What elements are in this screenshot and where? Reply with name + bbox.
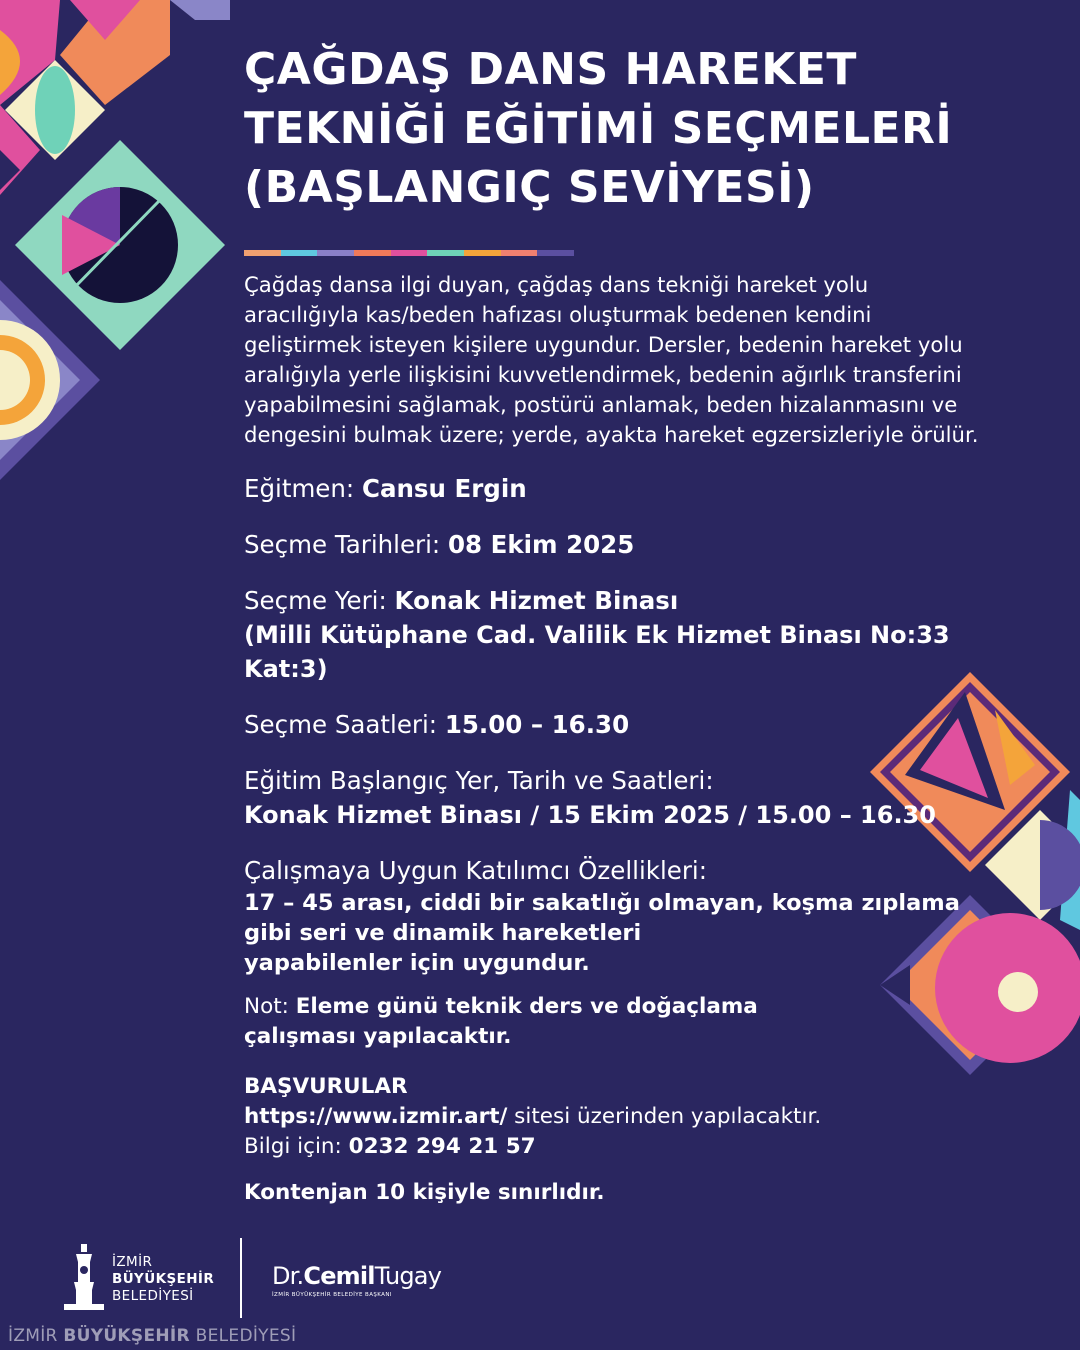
trainer-field: [244, 472, 984, 506]
cemil-tugay-logo: [272, 1262, 441, 1298]
eligibility-line: 17 – 45 arası, ciddi bir sakatlığı olmayan, koşma zıplama: [244, 890, 960, 916]
dates-field: [244, 528, 984, 562]
place-label: Seçme Yeri:: [244, 586, 395, 615]
trainer-label: Eğitmen:: [244, 474, 362, 503]
name-part: Cemil: [303, 1262, 375, 1290]
hours-label: Seçme Saatleri:: [244, 710, 445, 739]
izmir-logo-text: [112, 1254, 214, 1305]
title-line: TEKNİĞİ EĞİTİMİ SEÇMELERİ: [244, 103, 953, 154]
title-line: ÇAĞDAŞ DANS HAREKET: [244, 44, 857, 95]
title-line: (BAŞLANGIÇ SEVİYESİ): [244, 162, 815, 213]
applications-url-suffix: sitesi üzerinden yapılacaktır.: [507, 1104, 822, 1129]
cemil-tugay-name: [272, 1262, 441, 1290]
note-line: çalışması yapılacaktır.: [244, 1024, 512, 1049]
hours-value: 15.00 – 16.30: [444, 710, 630, 739]
watermark-part: BÜYÜKŞEHİR: [63, 1326, 190, 1346]
applications-section: [244, 1072, 984, 1162]
start-value: Konak Hizmet Binası / 15 Ekim 2025 / 15.00 – 16.30: [244, 801, 936, 829]
trainer-value: Cansu Ergin: [361, 474, 527, 503]
izmir-logo-line: İZMİR: [112, 1254, 153, 1270]
eligibility-label: Çalışmaya Uygun Katılımcı Özellikleri:: [244, 856, 707, 885]
stripe-segment: [244, 250, 281, 256]
info-label: Bilgi için:: [244, 1134, 349, 1159]
stripe-segment: [427, 250, 464, 256]
izmir-logo-line: BELEDİYESİ: [112, 1288, 194, 1304]
note-field: [244, 992, 984, 1052]
place-field: [244, 584, 984, 686]
place-value: Konak Hizmet Binası: [394, 586, 679, 615]
stripe-segment: [537, 250, 574, 256]
dates-label: Seçme Tarihleri:: [244, 530, 448, 559]
clock-tower-icon: [62, 1244, 106, 1316]
watermark-part: BELEDİYESİ: [189, 1326, 297, 1346]
info-line: [244, 1132, 984, 1162]
applications-url-link[interactable]: https://www.izmir.art/: [244, 1104, 508, 1129]
eligibility-line: gibi seri ve dinamik hareketleri: [244, 920, 642, 946]
eligibility-field: [244, 854, 984, 978]
start-label: Eğitim Başlangıç Yer, Tarih ve Saatleri:: [244, 766, 714, 795]
izmir-logo-line: BÜYÜKŞEHİR: [112, 1271, 215, 1287]
applications-url-line: [244, 1102, 984, 1132]
watermark: [8, 1326, 296, 1346]
decorative-pattern-left: [0, 0, 230, 480]
hours-field: [244, 708, 984, 742]
izmir-logo: [62, 1240, 232, 1320]
name-part: Tugay: [374, 1262, 442, 1290]
eligibility-line: yapabilenler için uygundur.: [244, 950, 590, 976]
content: [244, 40, 984, 1205]
note-line: Eleme günü teknik ders ve doğaçlama: [295, 994, 758, 1019]
stripe-segment: [281, 250, 318, 256]
applications-heading: BAŞVURULAR: [244, 1074, 408, 1099]
cemil-tugay-role: İZMİR BÜYÜKŞEHİR BELEDİYE BAŞKANI: [272, 1292, 392, 1298]
intro-paragraph: Çağdaş dansa ilgi duyan, çağdaş dans tekniği hareket yolu aracılığıyla kas/beden hafızası oluşturmak bedenen kendini geliştirmek isteyen kişilere uygundur. Dersler, bedenin hareket yolu aralığıyla yerle ilişkisini kuvvetlendirmek, bedenin ağırlık transferini yapabilmesini sağlamak, postürü anlamak, beden hizalanmasını ve dengesini bulmak üzere; yerde, ayakta hareket egzersizleriyle örülür.: [244, 272, 979, 447]
page-title: [244, 40, 984, 217]
dates-value: 08 Ekim 2025: [447, 530, 635, 559]
stripe-segment: [501, 250, 538, 256]
logo-divider: [240, 1238, 242, 1318]
note-label: Not:: [244, 994, 296, 1019]
start-field: [244, 764, 984, 832]
watermark-part: İZMİR: [8, 1326, 64, 1346]
stripe-segment: [391, 250, 428, 256]
name-part: Dr.: [272, 1262, 304, 1290]
stripe-segment: [354, 250, 391, 256]
stripe-segment: [464, 250, 501, 256]
quota-text: Kontenjan 10 kişiyle sınırlıdır.: [244, 1180, 605, 1205]
info-phone[interactable]: 0232 294 21 57: [348, 1134, 536, 1159]
place-address: (Milli Kütüphane Cad. Valilik Ek Hizmet Binası No:33 Kat:3): [244, 621, 950, 683]
stripe-segment: [317, 250, 354, 256]
color-stripe: [244, 250, 574, 256]
